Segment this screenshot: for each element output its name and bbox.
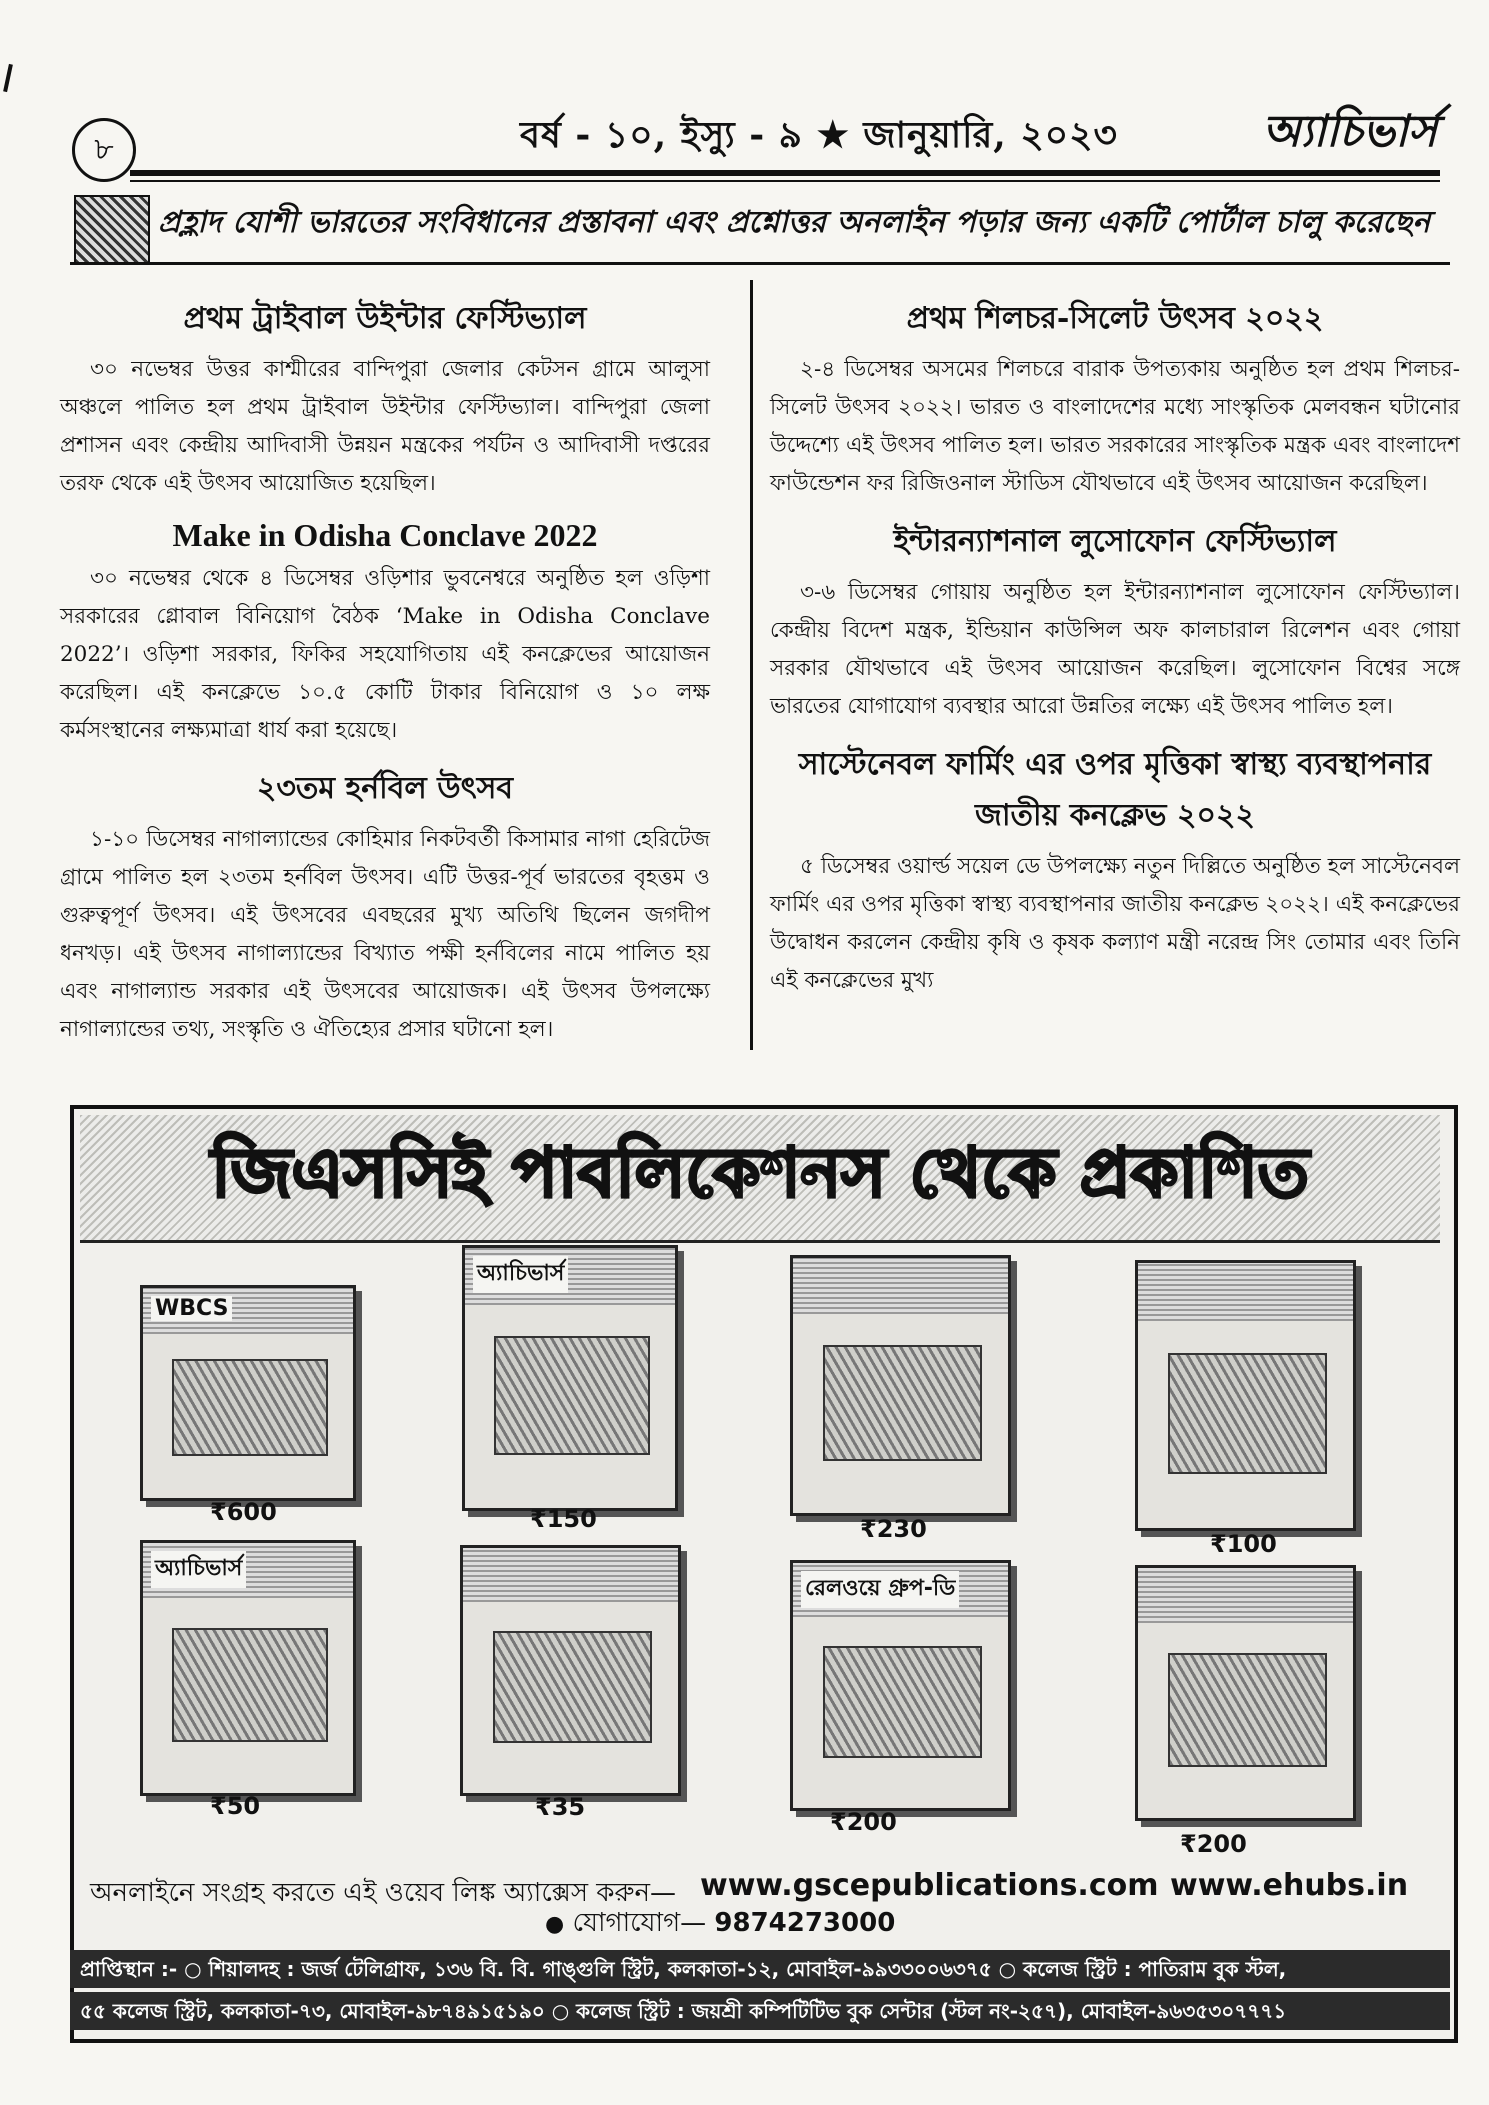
article-body: ৩০ নভেম্বর উত্তর কাশ্মীরের বান্দিপুরা জেলার কেটসন গ্রামে আলুসা অঞ্চলে পালিত হল প্রথম ট্রাইবাল উইন্টার ফেস্টিভ্যাল। বান্দিপুরা জেলা প্রশাসন এবং কেন্দ্রীয় আদিবাসী উন্নয়ন মন্ত্রকের পর্যটন ও আদিবাসী দপ্তরের তরফ থেকে এই উৎসব আয়োজিত হয়েছিল। xyxy=(60,357,710,496)
article-body: ১-১০ ডিসেম্বর নাগাল্যান্ডের কোহিমার নিকটবর্তী কিসামার নাগা হেরিটেজ গ্রামে পালিত হল ২৩তম হর্নবিল উৎসব। এটি উত্তর-পূর্ব ভারতের বৃহত্তম ও গুরুত্বপূর্ণ উৎসব। এই উৎসবের এবছরের মুখ্য অতিথি ছিলেন জগদীপ ধনখড়। এই উৎসব নাগাল্যান্ডের বিখ্যাত পক্ষী হর্নবিলের নামে পালিত হয় এবং নাগাল্যান্ড সরকার এই উৎসবের আয়োজক। এই উৎসব উপলক্ষ্যে নাগাল্যান্ডের তথ্য, সংস্কৃতি ও ঐতিহ্যের প্রসার ঘটানো হল। xyxy=(60,827,710,1042)
book-cover xyxy=(1135,1260,1356,1531)
article xyxy=(60,764,710,1049)
magazine-logo: অ্যাচিভার্স xyxy=(1262,106,1437,157)
article xyxy=(770,294,1460,503)
right-column xyxy=(770,280,1460,1000)
book-cover xyxy=(140,1540,356,1796)
book-price: ₹150 xyxy=(530,1505,597,1533)
headline-banner: প্রহ্লাদ যোশী ভারতের সংবিধানের প্রস্তাবনা এবং প্রশ্নোত্তর অনলাইন পড়ার জন্য একটি পোর্টাল চালু করেছেন xyxy=(158,205,1431,240)
book-price: ₹100 xyxy=(1210,1530,1277,1558)
banner-rule xyxy=(70,262,1450,265)
article xyxy=(60,517,710,750)
ad-title: জিএসসিই পাবলিকেশনস থেকে প্রকাশিত xyxy=(211,1134,1309,1213)
address-line: ৫৫ কলেজ স্ট্রিট, কলকাতা-৭৩, মোবাইল-৯৮৭৪৯১৫১৯০ ○ কলেজ স্ট্রিট : জয়শ্রী কম্পিটিটিভ বুক সেন্টার (স্টল নং-২৫৭), মোবাইল-৯৬৩৫৩০৭৭৭১ xyxy=(70,1992,1450,2030)
book-price: ₹35 xyxy=(535,1793,586,1821)
article xyxy=(770,740,1460,1000)
article-title: Make in Odisha Conclave 2022 xyxy=(172,517,598,553)
bullet-icon: ● xyxy=(545,1912,565,1937)
book-price: ₹200 xyxy=(1180,1830,1247,1858)
book-price: ₹230 xyxy=(860,1515,927,1543)
ad-online-text: অনলাইনে সংগ্রহ করতে এই ওয়েব লিঙ্ক অ্যাক্সেস করুন— xyxy=(90,1878,676,1908)
ehubs-link[interactable]: www.ehubs.in xyxy=(1170,1868,1409,1903)
book-cover xyxy=(1135,1565,1356,1821)
article-title: ইন্টারন্যাশনাল লুসোফোন ফেস্টিভ্যাল xyxy=(893,524,1337,559)
contact-line xyxy=(545,1902,895,1946)
article xyxy=(770,517,1460,726)
margin-mark xyxy=(3,64,13,92)
article-body: ৩-৬ ডিসেম্বর গোয়ায় অনুষ্ঠিত হল ইন্টারন্যাশনাল লুসোফোন ফেস্টিভ্যাল। কেন্দ্রীয় বিদেশ মন্ত্রক, ইন্ডিয়ান কাউন্সিল অফ কালচারাল রিলেশন এবং গোয়া সরকার যৌথভাবে এই উৎসব আয়োজন করেছিল। লুসোফোন বিশ্বের সঙ্গে ভারতের যোগাযোগ ব্যবস্থার আরো উন্নতির লক্ষ্যে এই উৎসব পালিত হল। xyxy=(770,580,1460,719)
left-column xyxy=(60,280,710,1049)
book-cover xyxy=(140,1285,356,1501)
book-label: অ্যাচিভার্স xyxy=(151,1551,246,1588)
news-icon xyxy=(74,195,150,265)
book-cover xyxy=(790,1255,1011,1516)
article-body: ৩০ নভেম্বর থেকে ৪ ডিসেম্বর ওড়িশার ভুবনেশ্বরে অনুষ্ঠিত হল ওড়িশা সরকারের গ্লোবাল বিনিয়োগ বৈঠক ‘Make in Odisha Conclave 2022’। ওড়িশা সরকার, ফিকির সহযোগিতায় এই কনক্লেভের আয়োজন করেছিল। এই কনক্লেভে ১০.৫ কোটি টাকার বিনিয়োগ ও ১০ লক্ষ কর্মসংস্থানের লক্ষ্যমাত্রা ধার্য করা হয়েছে। xyxy=(60,566,710,743)
address-line: প্রাপ্তিস্থান :- ○ শিয়ালদহ : জর্জ টেলিগ্রাফ, ১৩৬ বি. বি. গাঙ্গুলি স্ট্রিট, কলকাতা-১২, মোবাইল-৯৯৩৩০০৬৩৭৫ ○ কলেজ স্ট্রিট : পাতিরাম বুক স্টল, xyxy=(70,1950,1450,1988)
publisher-link[interactable]: www.gscepublications.com xyxy=(700,1868,1159,1903)
article-title: ২৩তম হর্নবিল উৎসব xyxy=(256,771,514,806)
book-cover xyxy=(790,1560,1011,1811)
book-price: ₹200 xyxy=(830,1808,897,1836)
header-rule-thin xyxy=(130,180,1440,182)
book-price: ₹600 xyxy=(210,1498,277,1526)
book-label: WBCS xyxy=(151,1296,232,1321)
book-cover xyxy=(462,1245,678,1511)
book-label: রেলওয়ে গ্রুপ-ডি xyxy=(801,1571,959,1608)
contact-number: 9874273000 xyxy=(714,1908,896,1938)
book-cover xyxy=(460,1545,681,1796)
contact-label: যোগাযোগ— xyxy=(572,1908,707,1938)
header-rule xyxy=(130,170,1440,176)
article-body: ২-৪ ডিসেম্বর অসমের শিলচরে বারাক উপত্যকায় অনুষ্ঠিত হল প্রথম শিলচর-সিলেট উৎসব ২০২২। ভারত ও বাংলাদেশের মধ্যে সাংস্কৃতিক মেলবন্ধন ঘটানোর উদ্দেশ্যে এই উৎসব পালিত হল। ভারত সরকারের সাংস্কৃতিক মন্ত্রক এবং বাংলাদেশ ফাউন্ডেশন ফর রিজিওনাল স্টাডিস যৌথভাবে এই উৎসব আয়োজন করেছিল। xyxy=(770,357,1460,496)
article-body: ৫ ডিসেম্বর ওয়ার্ল্ড সয়েল ডে উপলক্ষ্যে নতুন দিল্লিতে অনুষ্ঠিত হল সাস্টেনেবল ফার্মিং এর ওপর মৃত্তিকা স্বাস্থ্য ব্যবস্থাপনার জাতীয় কনক্লেভ ২০২২। এই কনক্লেভের উদ্বোধন করলেন কেন্দ্রীয় কৃষি ও কৃষক কল্যাণ মন্ত্রী নরেন্দ্র সিং তোমার এবং তিনি এই কনক্লেভের মুখ্য xyxy=(770,854,1460,993)
article-title: প্রথম ট্রাইবাল উইন্টার ফেস্টিভ্যাল xyxy=(183,301,587,336)
article-title: প্রথম শিলচর-সিলেট উৎসব ২০২২ xyxy=(906,301,1324,336)
article xyxy=(60,294,710,503)
page-number: ৮ xyxy=(72,118,136,182)
issue-line: বর্ষ - ১০, ইস্যু - ৯ ★ জানুয়ারি, ২০২৩ xyxy=(520,114,1118,156)
book-label: অ্যাচিভার্স xyxy=(473,1256,568,1293)
column-divider xyxy=(750,280,753,1050)
book-price: ₹50 xyxy=(210,1792,261,1820)
article-title: সাস্টেনেবল ফার্মিং এর ওপর মৃত্তিকা স্বাস্থ্য ব্যবস্থাপনার জাতীয় কনক্লেভ ২০২২ xyxy=(798,747,1432,833)
